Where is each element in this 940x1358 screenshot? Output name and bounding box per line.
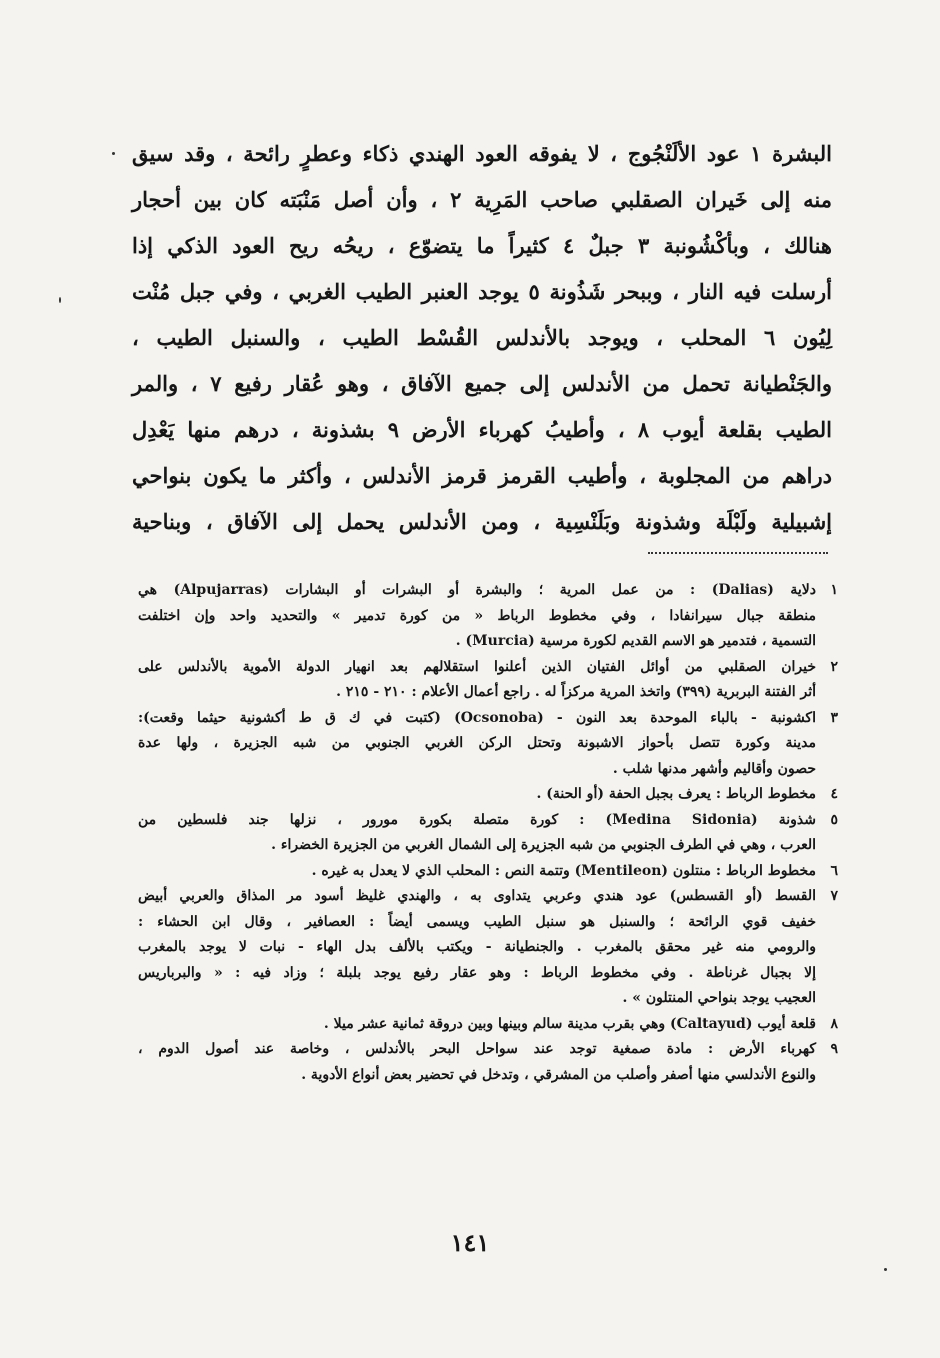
main-text-line: والجَنْطيانة تحمل من الأندلس إلى جميع الآفاق ، وهو عُقار رفيع ٧ ، والمر	[132, 371, 832, 396]
footnote-number: ٢	[830, 658, 838, 675]
footnote-7	[138, 884, 838, 1012]
footnote-body	[138, 1037, 816, 1088]
footnote-number: ٨	[830, 1015, 838, 1032]
footnote-body	[138, 1012, 816, 1038]
footnote-number: ١	[830, 582, 838, 598]
footnote-line: أثر الفتنة البربرية (٣٩٩) واتخذ المرية مركزاً له . راجع أعمال الأعلام : ٢١٠ - ٢١٥ .	[336, 684, 816, 700]
main-text-line: الطيب بقلعة أيوب ٨ ، وأطيبُ كهرباء الأرض ٩ بشذونة ، درهم منها يَعْدِل	[132, 417, 832, 442]
main-text-line: دراهم من المجلوبة ، وأطيب القرمز قرمز الأندلس ، وأكثر ما يكون بنواحي	[132, 463, 832, 488]
footnote-8	[138, 1012, 838, 1038]
main-text-line: منه إلى خَيران الصقلبي صاحب المَرِية ٢ ، وأن أصل مَنْبَته كان بين أحجار	[132, 187, 832, 212]
footnote-body	[138, 782, 816, 808]
main-text-line: لِيُون ٦ المحلب ، ويوجد بالأندلس القُسْط الطيب ، والسنبل الطيب ،	[132, 325, 832, 350]
footnote-1	[138, 578, 838, 655]
footnote-line: قلعة أيوب (Caltayud) وهي بقرب مدينة سالم وبينها وبين دروقة ثمانية عشر ميلا .	[323, 1015, 816, 1032]
footnote-line: التسمية ، فتدمير هو الاسم القديم لكورة مرسية (Murcia) .	[455, 633, 816, 649]
footnote-line: مخطوط الرباط : يعرف بجبل الحفة (أو الحنة) .	[536, 786, 816, 802]
footnote-line: مدينة وكورة تتصل بأحواز الاشبونة وتحتل الركن الغربي الجنوبي من شبه الجزيرة ، ولها عدة	[138, 735, 816, 751]
footnote-body	[138, 859, 816, 885]
footnote-number: ٣	[830, 709, 838, 726]
footnotes-block	[138, 578, 838, 1088]
footnote-line: منطقة جبال سيرانفادا ، وفي مخطوط الرباط « من كورة تدمير » والتحديد واحد وإن اختلفت	[138, 607, 816, 624]
footnote-line: كهرباء الأرض : مادة صمغية توجد عند سواحل البحر بالأندلس ، وخاصة عند أصول الدوم ،	[138, 1041, 816, 1057]
main-text-line: إشبيلية ولَبْلَة وشذونة وبَلَنْسِية ، ومن الأندلس يحمل إلى الآفاق ، وبناحية	[132, 509, 832, 534]
footnote-line: إلا بجبال غرناطة . وفي مخطوط الرباط : وهو عقار رفيع يوجد بلبلة ؛ وزاد فيه : « والبرباريس	[138, 964, 816, 981]
main-text-line: أرسلت فيه النار ، وببحر شَذُونة ٥ يوجد العنبر الطيب الغربي ، وفي جبل مُنْت	[132, 279, 832, 304]
print-speck	[112, 152, 115, 155]
footnote-body	[138, 706, 816, 783]
footnote-number: ٧	[830, 888, 838, 904]
footnote-line: اكشونبة - بالباء الموحدة بعد النون - (Ocsonoba) (كتبت في ك ق ط أكشونية حيثما وقعت):	[138, 709, 816, 726]
footnote-line: دلاية (Dalias) : من عمل المرية ؛ والبشرة أو البشرات أو البشارات (Alpujarras) هي	[138, 582, 816, 598]
footnote-separator	[648, 552, 828, 554]
print-speck	[884, 1268, 887, 1271]
footnote-number: ٤	[830, 786, 838, 802]
footnote-line: شذونة (Medina Sidonia) : كورة متصلة بكورة مورور ، نزلها جند فلسطين من	[138, 811, 816, 828]
footnote-number: ٦	[830, 862, 838, 879]
page-number: ١٤١	[450, 1228, 490, 1257]
footnote-line: العرب ، وهي في الطرف الجنوبي من شبه الجزيرة إلى الشمال الغربي من الجزيرة الخضراء .	[271, 837, 816, 853]
footnote-5	[138, 808, 838, 859]
footnote-number: ٥	[830, 811, 838, 828]
footnote-line: والرومي منه غير محقق بالمغرب . والجنطيانة - ويكتب بالألف بدل الهاء - نبات لا يوجد بالمغرب	[138, 939, 816, 955]
footnote-4	[138, 782, 838, 808]
footnote-line: حصون وأقاليم وأشهر مدنها شلب .	[612, 760, 816, 777]
footnote-body	[138, 884, 816, 1012]
footnote-line: والنوع الأندلسي منها أصفر وأصلب من المشرقي ، وتدخل في تحضير بعض أنواع الأدوية .	[301, 1066, 816, 1083]
footnote-body	[138, 808, 816, 859]
main-text-line: هنالك ، وبأكْشُونبة ٣ جبلٌ ٤ كثيراً ما يتضوّع ، ريحُه ريح العود الذكي إذا	[132, 233, 832, 258]
footnote-number: ٩	[830, 1041, 838, 1057]
main-text-line: البشرة ١ عود الألَنْجُوج ، لا يفوقه العود الهندي ذكاء وعطرٍ رائحة ، وقد سيق	[132, 141, 832, 166]
footnote-6	[138, 859, 838, 885]
footnote-9	[138, 1037, 838, 1088]
footnote-line: القسط (أو القسطس) عود هندي وعربي يتداوى به ، والهندي غليظ أسود مر المذاق والعربي أبيض	[138, 888, 816, 904]
footnote-line: العجيب يوجد بنواحي المنتلون » .	[622, 990, 816, 1006]
main-text-block	[132, 131, 832, 545]
footnote-line: خيران الصقلبي من أوائل الفتيان الذين أعلنوا استقلالهم بعد انهيار الدولة الأموية بالأندلس على	[138, 658, 816, 675]
footnote-line: خفيف قوي الرائحة ؛ والسنبل هو سنبل الطيب ويسمى أيضاً : العصافير ، وقال ابن الحشاء :	[138, 913, 816, 930]
footnote-line: مخطوط الرباط : منتلون (Mentileon) وتتمة النص : المحلب الذي لا يعدل به غيره .	[311, 862, 816, 879]
footnote-body	[138, 655, 816, 706]
print-speck	[59, 297, 61, 303]
footnote-body	[138, 578, 816, 655]
footnote-3	[138, 706, 838, 783]
footnote-2	[138, 655, 838, 706]
